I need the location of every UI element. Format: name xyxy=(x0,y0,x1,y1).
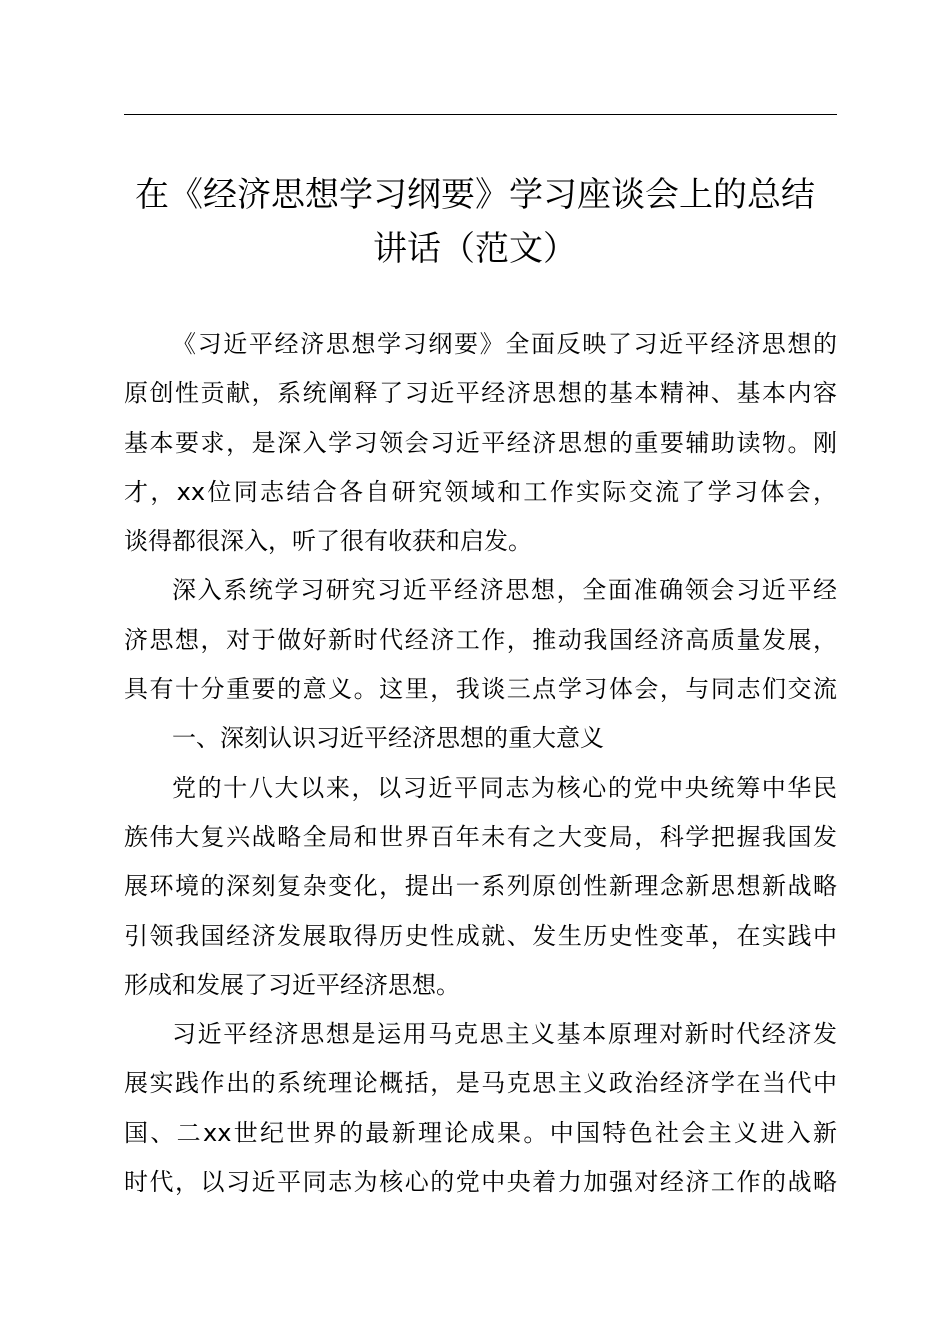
paragraph xyxy=(124,764,837,1010)
document-body xyxy=(124,320,837,1207)
text-line: 党的十八大以来，以习近平同志为核心的党中央统筹中华民 xyxy=(172,773,837,802)
text-line: 国、二xx世纪世界的最新理论成果。中国特色社会主义进入新 xyxy=(124,1118,837,1147)
text-line: 展实践作出的系统理论概括，是马克思主义政治经济学在当代中 xyxy=(124,1069,837,1098)
paragraph xyxy=(124,566,837,714)
text-line: 一、深刻认识习近平经济思想的重大意义 xyxy=(172,724,604,753)
section-heading xyxy=(124,714,837,763)
text-line: 深入系统学习研究习近平经济思想，全面准确领会习近平经 xyxy=(172,576,837,605)
paragraph xyxy=(124,1010,837,1207)
document-title xyxy=(100,168,850,276)
text-line: 谈得都很深入，听了很有收获和启发。 xyxy=(124,527,532,556)
text-line: 习近平经济思想是运用马克思主义基本原理对新时代经济发 xyxy=(172,1020,837,1049)
text-line: 《习近平经济思想学习纲要》全面反映了习近平经济思想的 xyxy=(172,330,837,358)
title-line: 在《经济思想学习纲要》学习座谈会上的总结 xyxy=(135,175,815,215)
text-line: 展环境的深刻复杂变化，提出一系列原创性新理念新思想新战略 xyxy=(124,872,837,901)
paragraph xyxy=(124,320,837,566)
text-line: 原创性贡献，系统阐释了习近平经济思想的基本精神、基本内容 xyxy=(124,379,837,408)
text-line: 才，xx位同志结合各自研究领域和工作实际交流了学习体会， xyxy=(124,477,837,506)
text-line: 时代，以习近平同志为核心的党中央着力加强对经济工作的战略 xyxy=(124,1168,837,1197)
text-line: 引领我国经济发展取得历史性成就、发生历史性变革，在实践中 xyxy=(124,921,837,950)
header-rule xyxy=(124,114,837,115)
text-line: 基本要求，是深入学习领会习近平经济思想的重要辅助读物。刚 xyxy=(124,428,837,457)
text-line: 济思想，对于做好新时代经济工作，推动我国经济高质量发展， xyxy=(124,625,837,654)
text-line: 族伟大复兴战略全局和世界百年未有之大变局，科学把握我国发 xyxy=(124,822,837,851)
title-line: 讲话（范文） xyxy=(373,229,577,269)
text-line: 具有十分重要的意义。这里，我谈三点学习体会，与同志们交流 xyxy=(124,675,837,704)
text-line: 形成和发展了习近平经济思想。 xyxy=(124,970,460,999)
